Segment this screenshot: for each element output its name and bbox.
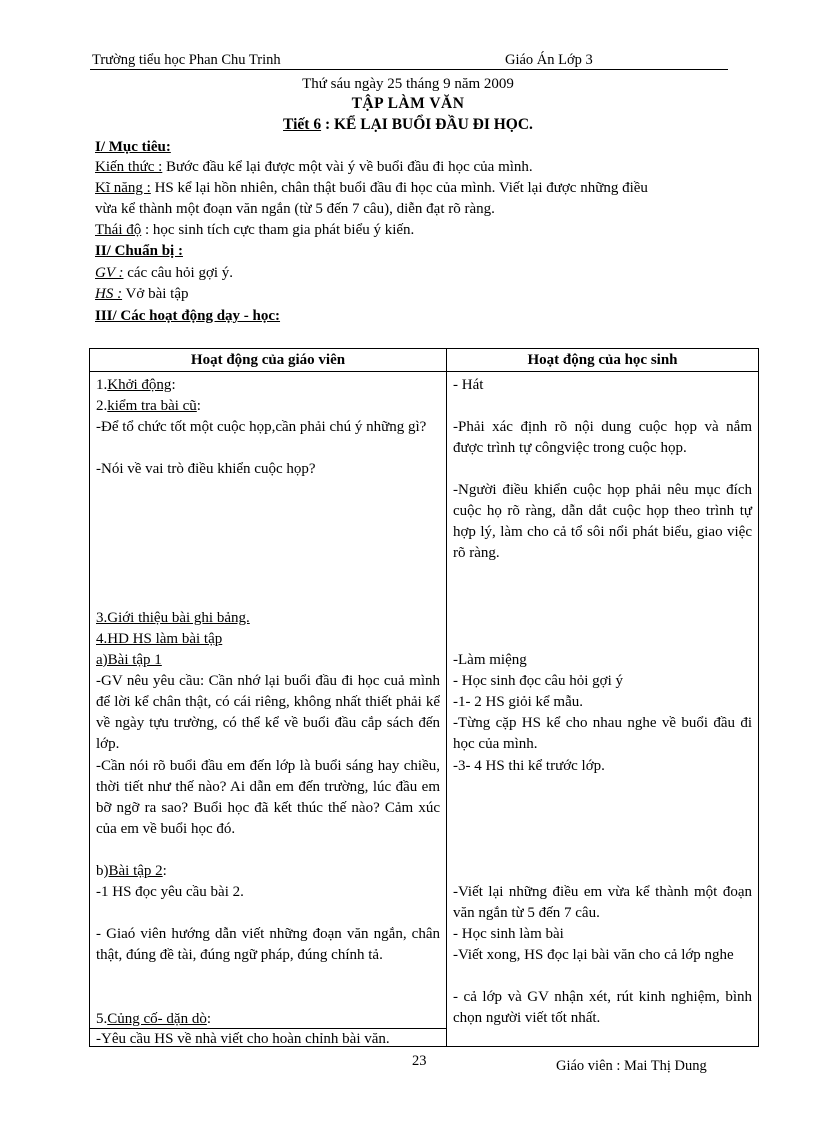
step-1-label: Khởi động bbox=[107, 377, 172, 393]
exercise-2-label: Bài tập 2 bbox=[108, 863, 163, 879]
exercise-2-colon: : bbox=[162, 863, 167, 879]
teacher-question-2: -Nói về vai trò điều khiển cuộc họp? bbox=[96, 461, 316, 477]
student-answer-c4: - cả lớp và GV nhận xét, rút kinh nghiệm, bình chọn người viết tốt nhất. bbox=[453, 989, 752, 1026]
step-5-number: 5. bbox=[96, 1011, 108, 1027]
student-answer-b1: -Làm miệng bbox=[453, 652, 527, 668]
student-answer-b4: -Từng cặp HS kể cho nhau nghe về buổi đầu đi học của mình. bbox=[453, 715, 752, 752]
teacher-exercise-1-text: -GV nêu yêu cầu: Cần nhớ lại buổi đầu đi học cuả mình để lời kể chân thật, có cái riêng, không nhất thiết phải kể về ngày tựu trường, có thể kể về buổi đầu cắp sách đến lớp. bbox=[96, 673, 440, 752]
page-number: 23 bbox=[412, 1053, 427, 1069]
teacher-exercise-2-text-2: - Giaó viên hướng dẫn viết những đoạn văn ngắn, chân thật, đúng đề tài, đúng ngữ pháp, đúng chính tả. bbox=[96, 926, 440, 963]
lesson-title bbox=[0, 116, 816, 134]
step-4-text: 4.HD HS làm bài tập bbox=[96, 631, 223, 647]
teacher-exercise-2 bbox=[96, 861, 440, 882]
table-header-row bbox=[90, 349, 759, 372]
step-3-text: 3.Giới thiệu bài ghi bảng. bbox=[96, 610, 250, 626]
header-rule bbox=[90, 69, 728, 70]
gv-label: GV : bbox=[95, 265, 124, 281]
knowledge-label: Kiến thức : bbox=[95, 159, 163, 175]
student-answer-c2: - Học sinh làm bài bbox=[453, 926, 564, 942]
footer-teacher: Giáo viên : Mai Thị Dung bbox=[556, 1058, 707, 1074]
step-2-label: kiểm tra bài cũ bbox=[107, 398, 197, 414]
exercise-1-label: a)Bài tập 1 bbox=[96, 652, 162, 668]
lesson-name: : KỂ LẠI BUỔI ĐẦU ĐI HỌC. bbox=[321, 116, 533, 133]
teacher-step-4 bbox=[96, 629, 440, 650]
date-line: Thứ sáu ngày 25 tháng 9 năm 2009 bbox=[302, 76, 514, 92]
objective-skill-cont: vừa kể thành một đoạn văn ngắn (từ 5 đến 7 câu), diễn đạt rõ ràng. bbox=[95, 201, 495, 217]
teacher-exercise-2-text: -1 HS đọc yêu cầu bài 2. bbox=[96, 884, 244, 900]
col-teacher-header: Hoạt động của giáo viên bbox=[90, 349, 447, 372]
step-2-colon: : bbox=[196, 398, 201, 414]
col-student-header: Hoạt động của học sinh bbox=[447, 349, 759, 372]
knowledge-text: Bước đầu kể lại được một vài ý về buổi đầu đi học của mình. bbox=[162, 159, 533, 175]
objective-knowledge bbox=[95, 159, 533, 176]
objective-attitude bbox=[95, 222, 414, 239]
preparation-heading: II/ Chuẩn bị : bbox=[95, 243, 183, 259]
student-answer-b3: -1- 2 HS giỏi kể mẫu. bbox=[453, 694, 583, 710]
student-answer-b5: -3- 4 HS thi kể trước lớp. bbox=[453, 758, 605, 774]
student-cell bbox=[447, 372, 759, 1047]
teacher-exercise-1-text-2: -Cần nói rõ buổi đầu em đến lớp là buổi sáng hay chiều, thời tiết như thế nào? Ai dẫn em đến trường, lúc đầu em bỡ ngỡ ra sao? Buổi học đã kết thúc thế nào? Cảm xúc của em về buổi học đó. bbox=[96, 758, 440, 837]
step-5-label: Củng cố- dặn dò bbox=[107, 1011, 207, 1027]
hs-label: HS : bbox=[95, 286, 123, 302]
hs-text: Vở bài tập bbox=[122, 286, 189, 302]
step-1-colon: : bbox=[171, 377, 176, 393]
table-row bbox=[90, 372, 759, 1047]
step-5-colon: : bbox=[206, 1011, 211, 1027]
teacher-step-2 bbox=[96, 396, 440, 417]
teacher-question-1: -Để tổ chức tốt một cuộc họp,cần phải chú ý những gì? bbox=[96, 419, 427, 435]
header-lesson-plan: Giáo Án Lớp 3 bbox=[505, 52, 593, 68]
student-answer-c3: -Viết xong, HS đọc lại bài văn cho cả lớp nghe bbox=[453, 947, 734, 963]
prep-hs bbox=[95, 286, 188, 303]
step-1-number: 1. bbox=[96, 377, 108, 393]
skill-label: Kĩ năng : bbox=[95, 180, 151, 196]
activities-heading: III/ Các hoạt động dạy - học: bbox=[95, 308, 281, 324]
gv-text: các câu hỏi gợi ý. bbox=[123, 265, 234, 281]
step-2-number: 2. bbox=[96, 398, 108, 414]
attitude-label: Thái độ bbox=[95, 222, 142, 238]
student-answer-b2: - Học sinh đọc câu hỏi gợi ý bbox=[453, 673, 623, 689]
skill-text-1: HS kể lại hồn nhiên, chân thật buổi đầu đi học của mình. Viết lại được những điều bbox=[150, 180, 648, 196]
lesson-number: Tiết 6 bbox=[283, 116, 322, 133]
subject-title: TẬP LÀM VĂN bbox=[351, 95, 465, 112]
teacher-step-5-text: -Yêu cầu HS về nhà viết cho hoàn chỉnh bài văn. bbox=[90, 1028, 446, 1050]
header-school: Trường tiểu học Phan Chu Trinh bbox=[92, 52, 281, 68]
student-answer-a2: -Phải xác định rõ nội dung cuộc họp và nắm được trình tự côngviệc trong cuộc họp. bbox=[453, 419, 752, 456]
teacher-step-5 bbox=[96, 1009, 440, 1030]
prep-gv bbox=[95, 265, 233, 282]
teacher-step-3 bbox=[96, 608, 440, 629]
student-answer-a3: -Người điều khiển cuộc họp phải nêu mục đích cuộc họ rõ ràng, dẫn dắt cuộc họp theo trình tự hợp lý, làm cho cả tổ sôi nổi phát biểu, giao việc rõ ràng. bbox=[453, 482, 752, 561]
objectives-heading: I/ Mục tiêu: bbox=[95, 139, 171, 155]
teacher-cell bbox=[90, 372, 447, 1047]
objective-skill bbox=[95, 180, 648, 197]
teacher-exercise-1 bbox=[96, 650, 440, 671]
activities-table bbox=[89, 348, 759, 1047]
teacher-step-1 bbox=[96, 375, 440, 396]
student-answer-c1: -Viết lại những điều em vừa kể thành một đoạn văn ngắn từ 5 đến 7 câu. bbox=[453, 884, 752, 921]
attitude-text: : học sinh tích cực tham gia phát biểu ý kiến. bbox=[141, 222, 415, 238]
exercise-2-prefix: b) bbox=[96, 863, 109, 879]
student-answer-a1: - Hát bbox=[453, 377, 484, 393]
